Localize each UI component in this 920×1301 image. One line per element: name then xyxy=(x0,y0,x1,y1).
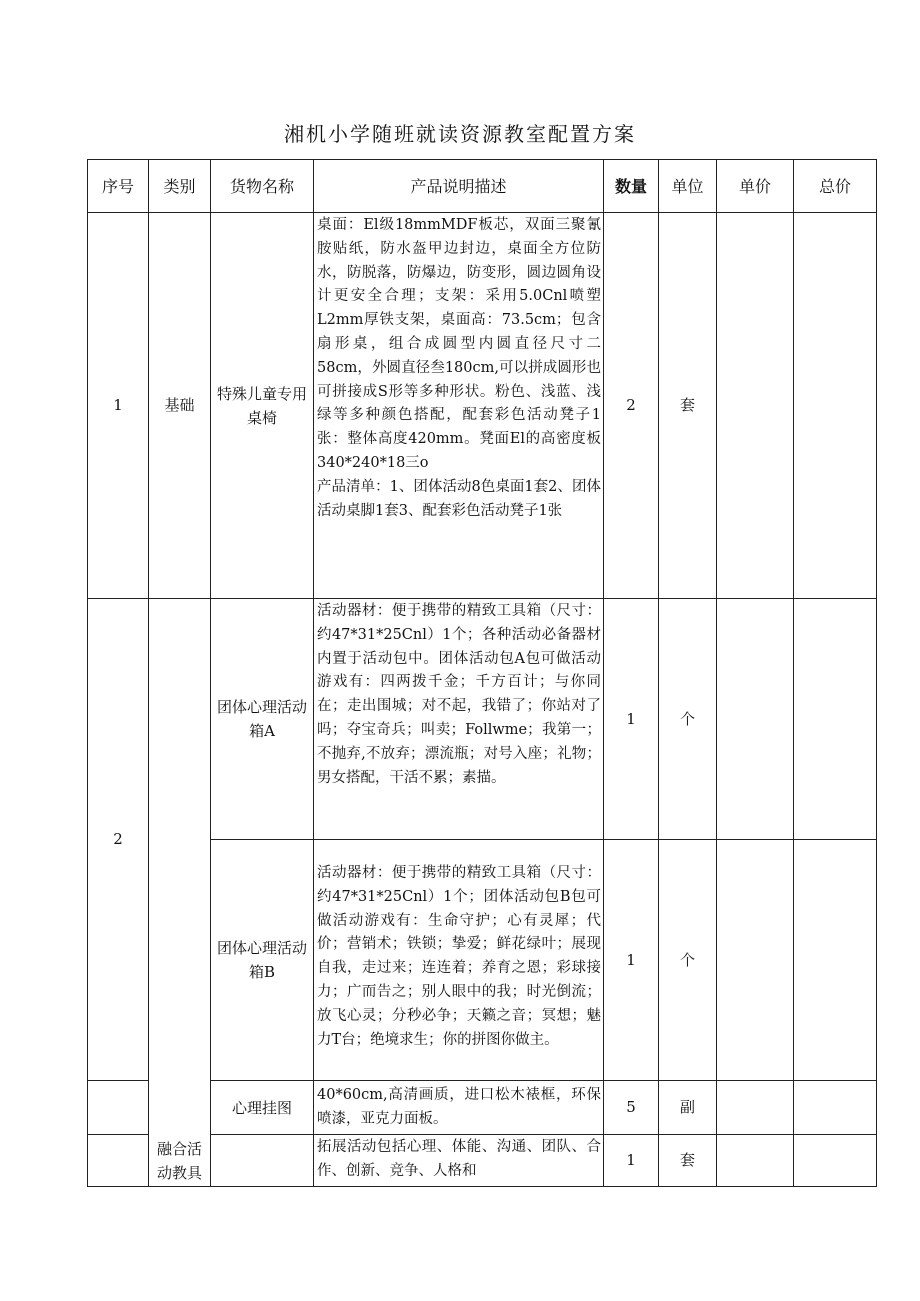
cell-desc: 活动器材：便于携带的精致工具箱（尺寸：约47*31*25Cnl）1个；各种活动必备器材内置于活动包中。团体活动包A包可做活动游戏有：四两拨千金；千方百计；与你同在；走出围城；对不起，我错了；你站对了吗；夺宝奇兵；叫卖；Follwme；我第一；不抛弃,不放弃；漂流瓶；对号入座；礼物；男女搭配，干活不累；素描。 xyxy=(314,599,604,840)
cell-unit: 个 xyxy=(659,599,717,840)
header-no: 序号 xyxy=(88,160,149,213)
cell-qty: 1 xyxy=(604,840,659,1081)
header-row xyxy=(88,160,877,213)
cell-category-text: 融合活动教具 xyxy=(156,1140,202,1182)
cell-unit: 副 xyxy=(659,1081,717,1135)
table-row xyxy=(88,213,877,599)
cell-desc: 活动器材：便于携带的精致工具箱（尺寸：约47*31*25Cnl）1个；团体活动包B包可做活动游戏有：生命守护；心有灵犀；代价；营销术；铁锁；挚爱；鲜花绿叶；展现自我，走过来；连连着；养育之恩；彩球接力；广而告之；别人眼中的我；时光倒流；放飞心灵；分秒必争；天籁之音；冥想；魅力T台；绝境求生；你的拼图你做主。 xyxy=(314,840,604,1081)
cell-name: 特殊儿童专用桌椅 xyxy=(211,213,314,599)
cell-no-empty xyxy=(88,1081,149,1135)
cell-no: 1 xyxy=(88,213,149,599)
cell-name xyxy=(211,1135,314,1187)
cell-price xyxy=(717,599,794,840)
cell-qty: 2 xyxy=(604,213,659,599)
cell-total xyxy=(794,213,877,599)
cell-category xyxy=(149,599,211,1187)
table-row xyxy=(88,599,877,840)
cell-desc: 桌面：El级18mmMDF板芯，双面三聚氰胺贴纸，防水盔甲边封边，桌面全方位防水，防脱落，防爆边，防变形，圆边圆角设计更安全合理；支架：采用5.0Cnl喷塑L2mm厚铁支架，桌面高：73.5cm；包含扇形桌，组合成圆型内圆直径尺寸二58cm，外圆直径叁180cm,可以拼成圆形也可拼接成S形等多种形状。粉色、浅蓝、浅绿等多种颜色搭配，配套彩色活动凳子1张：整体高度420mm。凳面El的高密度板340*240*18三o 产品清单：1、团体活动8色桌面1套2、团体活动桌脚1套3、配套彩色活动凳子1张 xyxy=(314,213,604,599)
cell-desc: 拓展活动包括心理、体能、沟通、团队、合作、创新、竞争、人格和 xyxy=(314,1135,604,1187)
configuration-table xyxy=(87,159,877,1187)
header-qty: 数量 xyxy=(604,160,659,213)
cell-total xyxy=(794,1081,877,1135)
header-price: 单价 xyxy=(717,160,794,213)
cell-price xyxy=(717,1135,794,1187)
header-unit: 单位 xyxy=(659,160,717,213)
cell-category: 基础 xyxy=(149,213,211,599)
cell-price xyxy=(717,1081,794,1135)
cell-desc: 40*60cm,高清画质，进口松木裱框，环保喷漆，亚克力面板。 xyxy=(314,1081,604,1135)
cell-unit: 个 xyxy=(659,840,717,1081)
cell-price xyxy=(717,213,794,599)
header-category: 类别 xyxy=(149,160,211,213)
cell-total xyxy=(794,599,877,840)
cell-qty: 5 xyxy=(604,1081,659,1135)
cell-qty: 1 xyxy=(604,1135,659,1187)
cell-no: 2 xyxy=(88,599,149,1081)
cell-qty: 1 xyxy=(604,599,659,840)
cell-total xyxy=(794,840,877,1081)
cell-price xyxy=(717,840,794,1081)
header-desc: 产品说明描述 xyxy=(314,160,604,213)
cell-total xyxy=(794,1135,877,1187)
cell-unit: 套 xyxy=(659,213,717,599)
header-name: 货物名称 xyxy=(211,160,314,213)
cell-unit: 套 xyxy=(659,1135,717,1187)
cell-name: 团体心理活动箱A xyxy=(211,599,314,840)
cell-no-empty xyxy=(88,1135,149,1187)
header-total: 总价 xyxy=(794,160,877,213)
document-title: 湘机小学随班就读资源教室配置方案 xyxy=(284,122,636,146)
cell-name: 团体心理活动箱B xyxy=(211,840,314,1081)
cell-name: 心理挂图 xyxy=(211,1081,314,1135)
